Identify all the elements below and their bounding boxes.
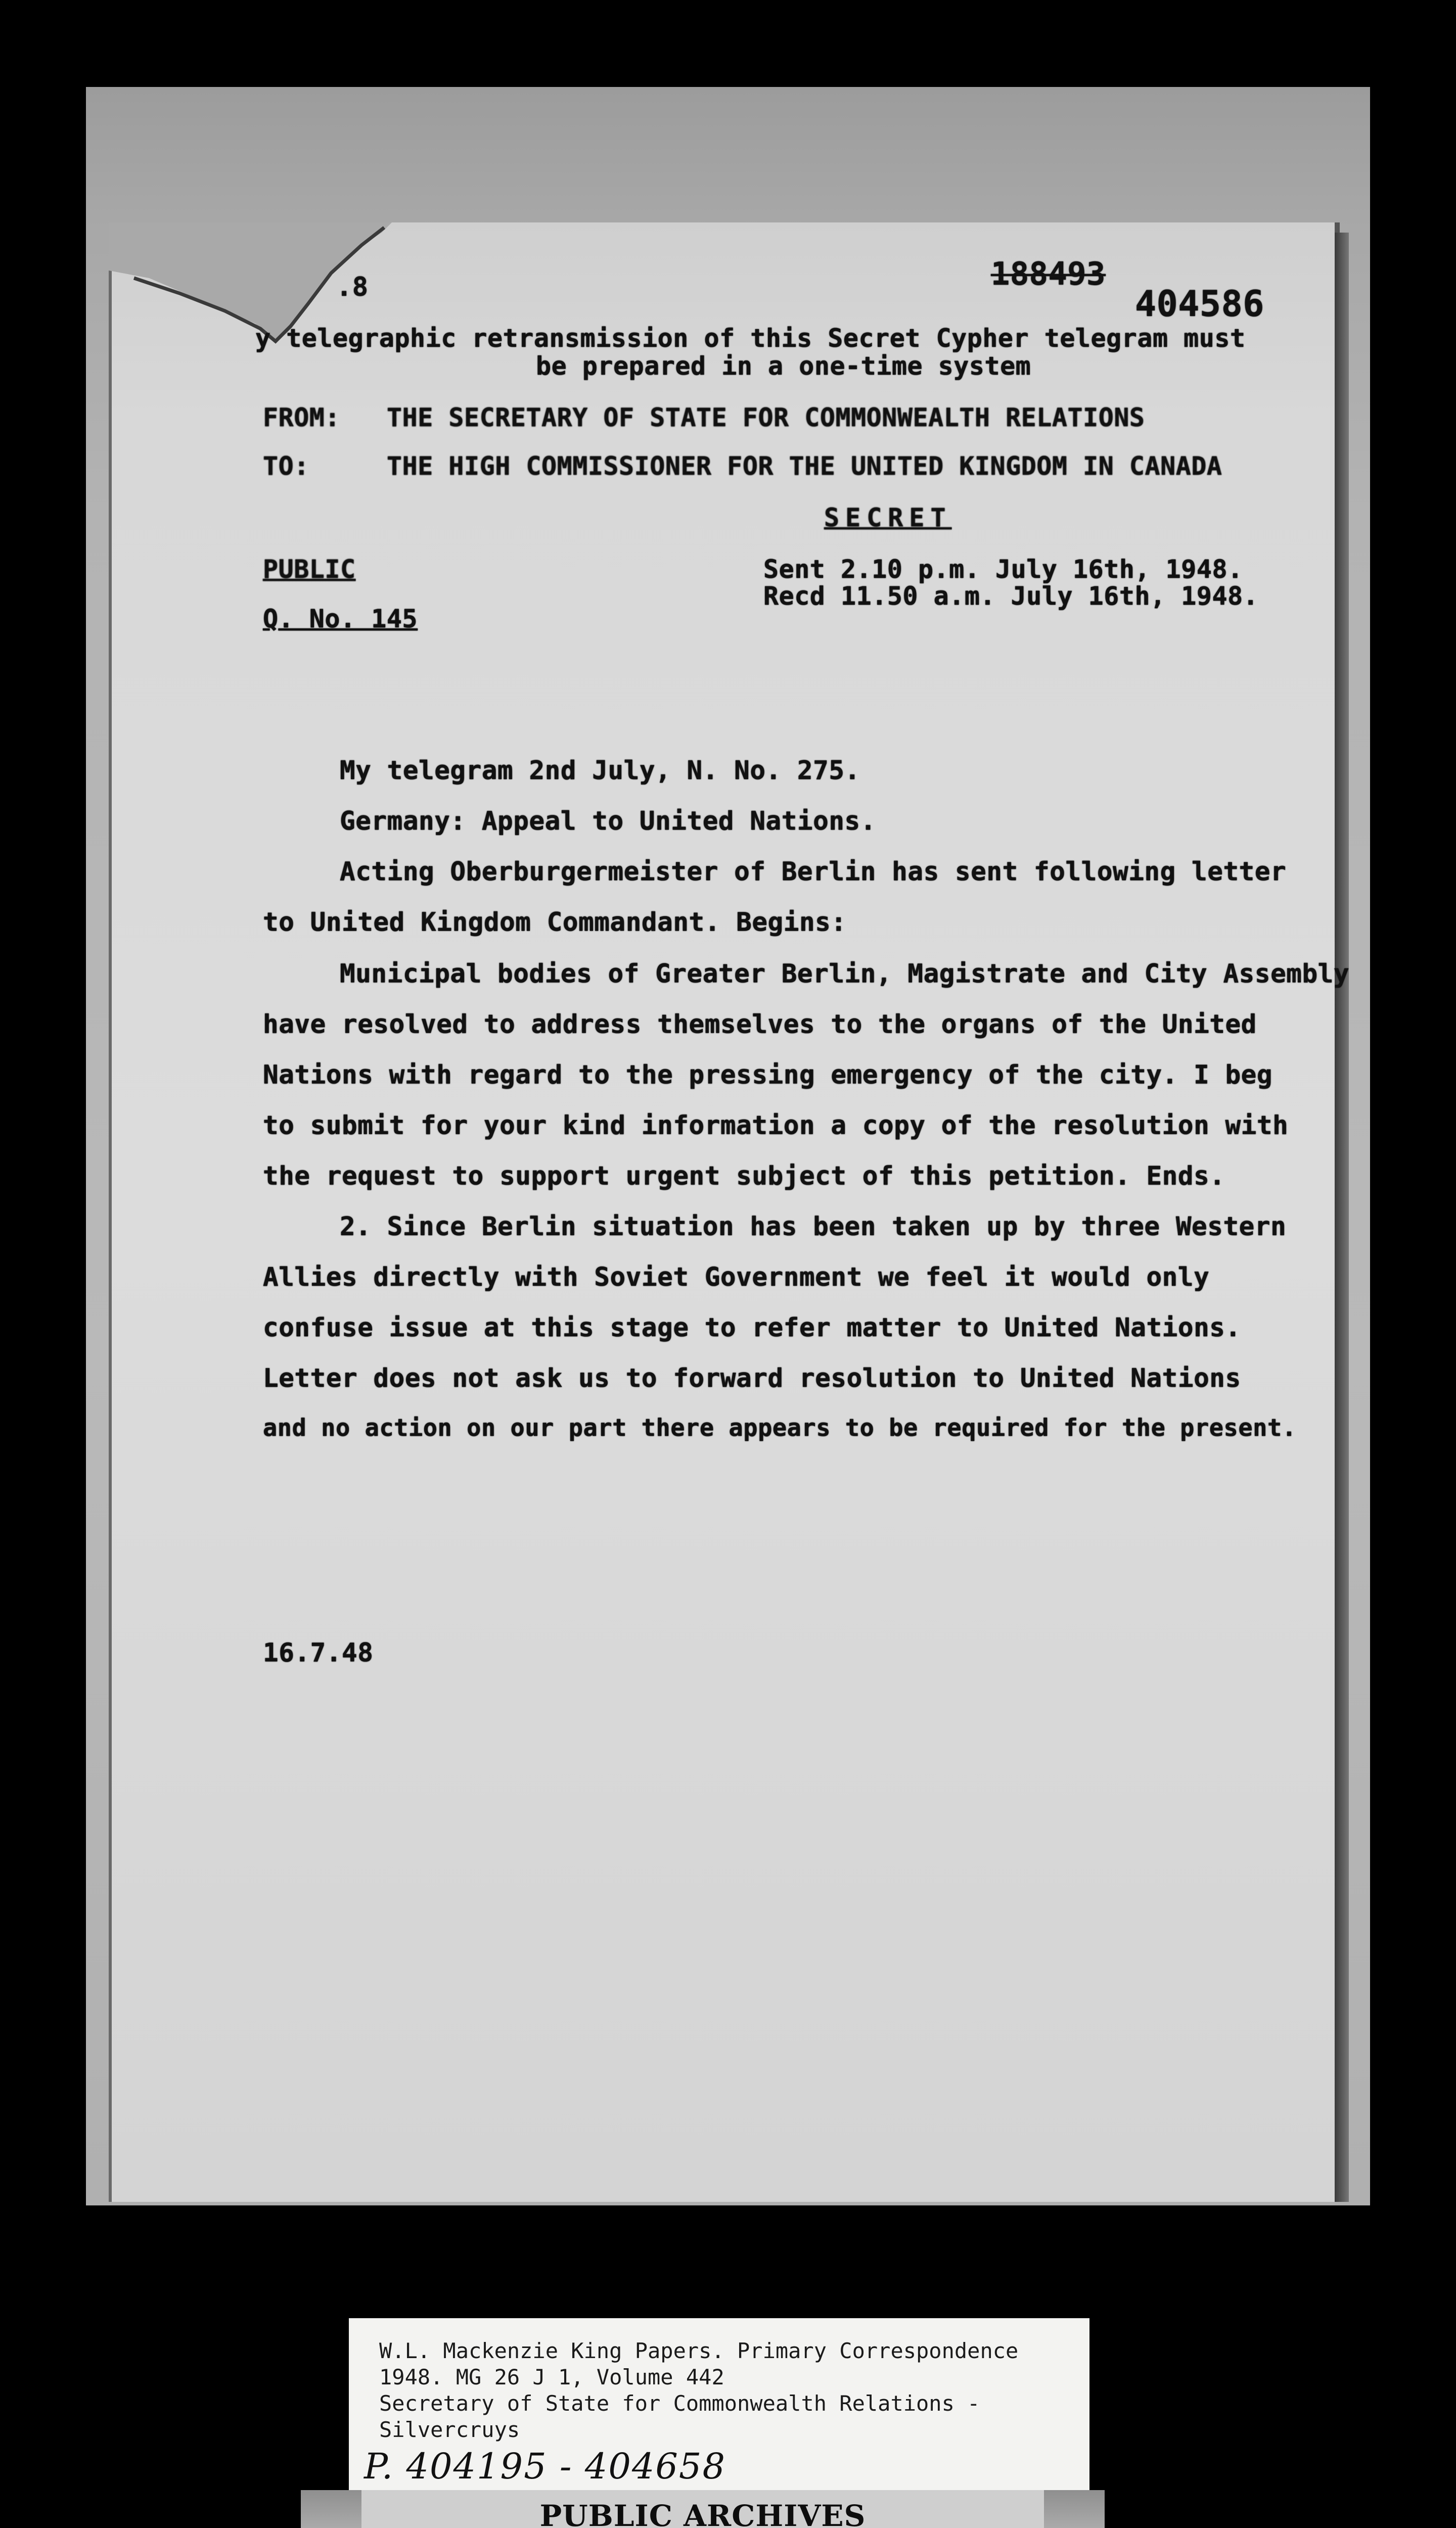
instruction-line-1: y telegraphic retransmission of this Secret Cypher telegram must: [255, 324, 1246, 353]
body-line: 2. Since Berlin situation has been taken up by three Western: [340, 1212, 1287, 1242]
body-line: Nations with regard to the pressing emergency of the city. I beg: [263, 1060, 1273, 1090]
label-line-3: Secretary of State for Commonwealth Relations -: [379, 2391, 980, 2416]
label-line-2: 1948. MG 26 J 1, Volume 442: [379, 2365, 724, 2389]
document-prefix: .8: [336, 272, 369, 302]
telegram-date: 16.7.48: [263, 1638, 374, 1668]
body-line: the request to support urgent subject of this petition. Ends.: [263, 1161, 1225, 1191]
archive-label-card: [349, 2318, 1089, 2498]
archives-line-1: PUBLIC ARCHIVES: [539, 2499, 866, 2528]
body-line: My telegram 2nd July, N. No. 275.: [340, 756, 860, 786]
label-line-1: W.L. Mackenzie King Papers. Primary Correspondence: [379, 2338, 1019, 2363]
document-number-struck: 188493: [991, 255, 1106, 292]
body-line: Germany: Appeal to United Nations.: [340, 806, 876, 836]
body-line: Allies directly with Soviet Government we feel it would only: [263, 1262, 1210, 1292]
handwritten-page-range: P. 404195 - 404658: [364, 2446, 726, 2487]
classification-marking: SECRET: [824, 503, 952, 532]
body-line: confuse issue at this stage to refer matter to United Nations.: [263, 1313, 1241, 1343]
body-line: to submit for your kind information a copy of the resolution with: [263, 1111, 1289, 1141]
archives-stamp: [301, 2490, 1105, 2528]
body-line: to United Kingdom Commandant. Begins:: [263, 908, 847, 937]
sent-time: Sent 2.10 p.m. July 16th, 1948.: [763, 555, 1243, 584]
body-line: Acting Oberburgermeister of Berlin has sent following letter: [340, 857, 1287, 887]
document-number: 404586: [1135, 283, 1264, 325]
instruction-line-2: be prepared in a one-time system: [536, 351, 1031, 381]
body-line: Letter does not ask us to forward resolution to United Nations: [263, 1364, 1241, 1393]
reference-number: Q. No. 145: [263, 604, 418, 634]
received-time: Recd 11.50 a.m. July 16th, 1948.: [763, 581, 1259, 611]
category-marking: PUBLIC: [263, 555, 356, 584]
to-label: TO:: [263, 452, 309, 481]
page-edge-shadow: [1335, 233, 1349, 2202]
body-line: and no action on our part there appears to be required for the present.: [263, 1414, 1297, 1442]
from-value: THE SECRETARY OF STATE FOR COMMONWEALTH RELATIONS: [387, 403, 1145, 432]
to-value: THE HIGH COMMISSIONER FOR THE UNITED KINGDOM IN CANADA: [387, 452, 1222, 481]
label-line-4: Silvercruys: [379, 2417, 520, 2442]
from-label: FROM:: [263, 403, 341, 432]
body-line: have resolved to address themselves to the organs of the United: [263, 1010, 1257, 1040]
body-line: Municipal bodies of Greater Berlin, Magistrate and City Assembly: [340, 959, 1350, 989]
